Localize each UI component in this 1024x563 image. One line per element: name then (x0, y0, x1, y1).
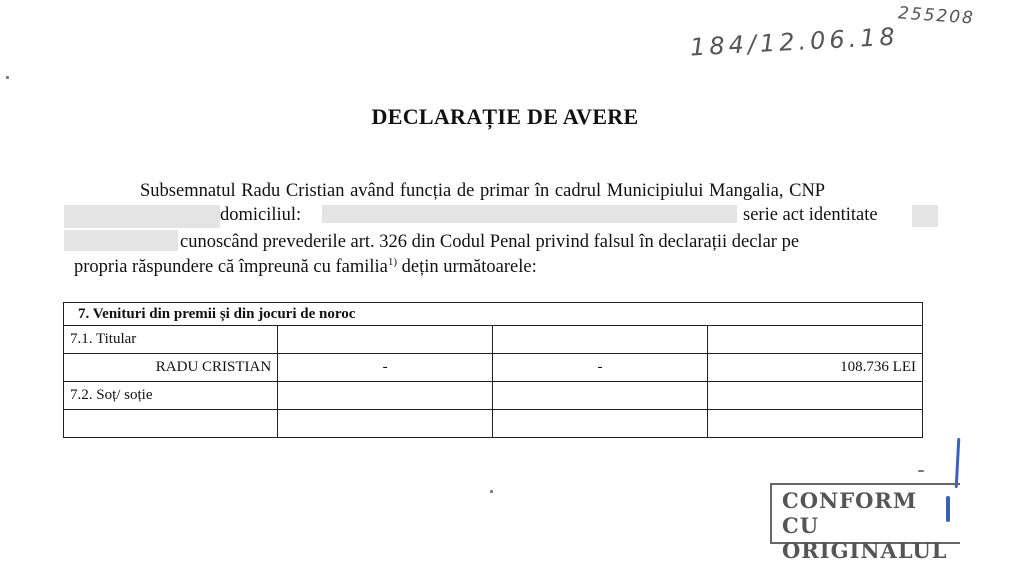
table-cell (493, 410, 708, 438)
conform-stamp (770, 483, 960, 563)
table-cell (493, 326, 708, 354)
intro-line-3: cunoscând prevederile art. 326 din Codul Penal privind falsul în declarații declar pe (180, 232, 800, 252)
pen-mark (955, 438, 961, 488)
redacted-id-number (64, 230, 178, 251)
scan-speck (918, 470, 924, 472)
table-cell (278, 326, 493, 354)
row-label-titular: 7.1. Titular (64, 326, 278, 354)
intro-line-4-text: propria răspundere că împreună cu familia (74, 257, 388, 277)
registration-number: 255208 (897, 3, 976, 29)
intro-line-4-end: dețin următoarele: (397, 257, 537, 277)
income-table (63, 302, 923, 438)
registration-date: 184/12.06.18 (689, 22, 900, 62)
pen-mark (946, 496, 950, 522)
intro-domicile-label: domiciliul: (220, 205, 302, 225)
row-label-spouse: 7.2. Soț/ soție (64, 382, 278, 410)
table-cell (278, 382, 493, 410)
table-cell (707, 382, 922, 410)
intro-line-1: Subsemnatul Radu Cristian având funcția de primar în cadrul Municipiului Mangalia, CNP (140, 181, 826, 201)
scan-speck (490, 490, 493, 493)
stamp-line-1: CONFORM CU (782, 488, 918, 538)
table-cell (278, 410, 493, 438)
stamp-line-2: ORIGINALUL (782, 538, 948, 563)
table-cell (707, 410, 922, 438)
intro-line-4 (74, 256, 537, 278)
table-cell (64, 410, 278, 438)
document-title: DECLARAȚIE DE AVERE (371, 104, 639, 129)
table-row (64, 354, 923, 382)
table-row (64, 326, 923, 354)
table-heading-row (64, 303, 923, 326)
table-cell (707, 326, 922, 354)
beneficiary-name: RADU CRISTIAN (64, 354, 278, 382)
income-amount: 108.736 LEI (707, 354, 922, 382)
table-row (64, 382, 923, 410)
redacted-address (322, 205, 737, 223)
intro-id-series-label: serie act identitate (743, 205, 878, 225)
scan-speck (6, 76, 9, 79)
income-source: - (278, 354, 493, 382)
redacted-id-series (912, 205, 938, 227)
footnote-marker: 1) (387, 256, 398, 268)
table-row (64, 410, 923, 438)
table-cell (493, 382, 708, 410)
table-heading: 7. Venituri din premii și din jocuri de noroc (64, 303, 923, 326)
redacted-cnp (64, 205, 220, 228)
service-provided: - (493, 354, 708, 382)
